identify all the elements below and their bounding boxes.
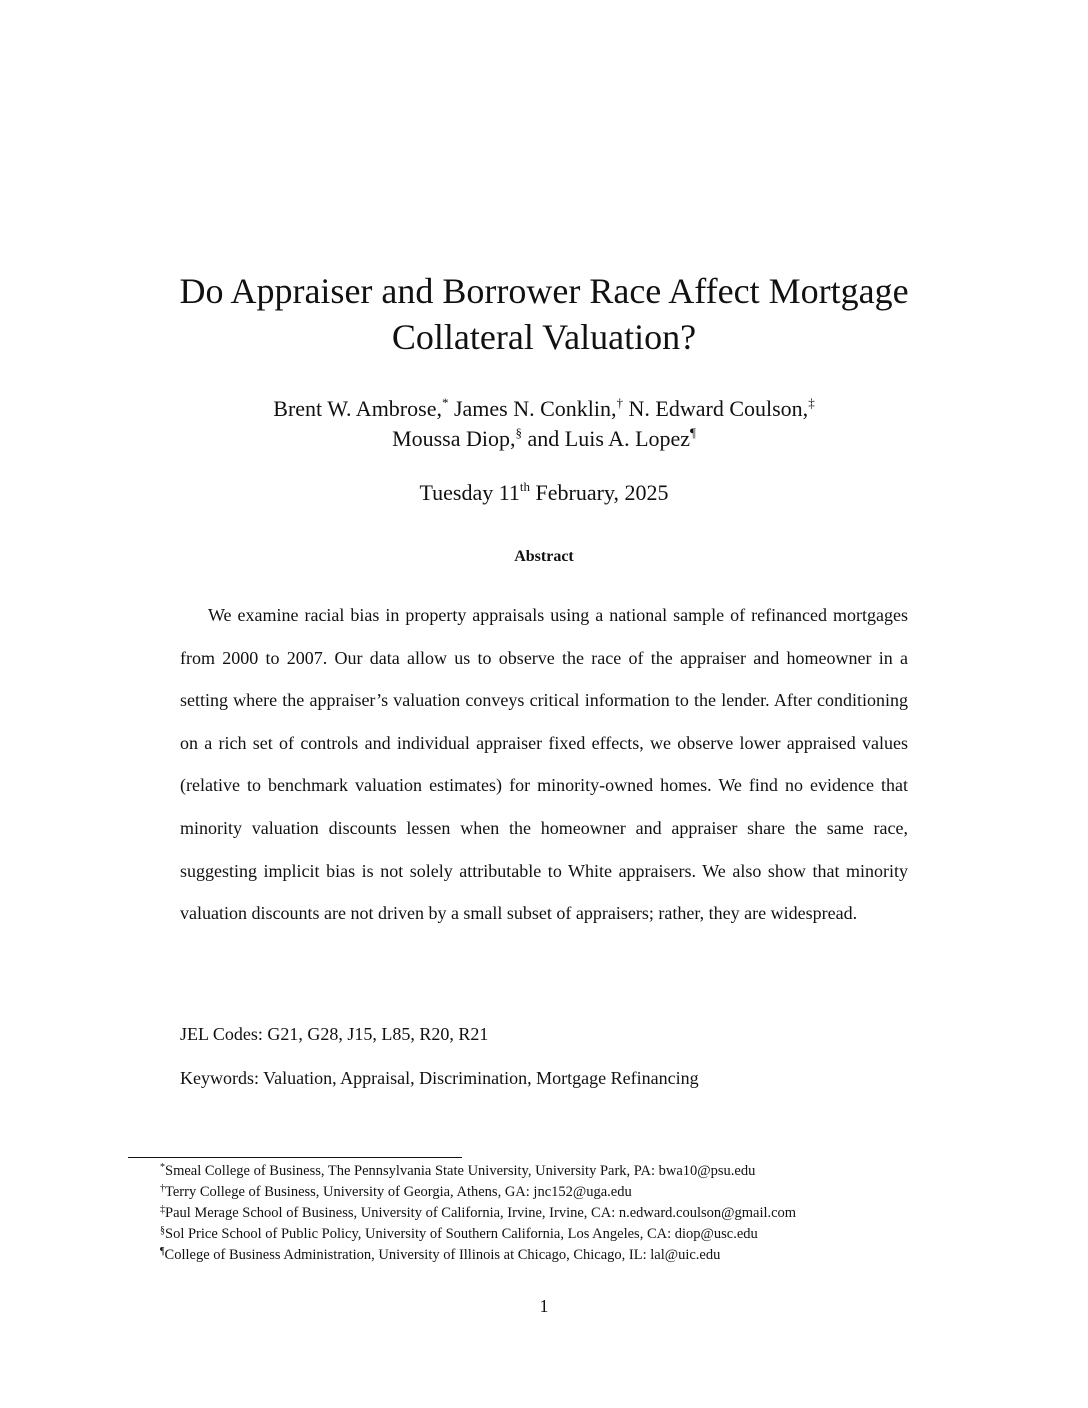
author-mark: † bbox=[616, 395, 624, 410]
footnote-text: Sol Price School of Public Policy, University of Southern California, Los Angeles, CA: diop@usc.edu bbox=[165, 1226, 758, 1242]
author-line-2 bbox=[0, 424, 1088, 454]
abstract-heading: Abstract bbox=[514, 548, 574, 565]
footnote bbox=[160, 1161, 796, 1182]
author-mark: ‡ bbox=[808, 395, 815, 410]
date-ordinal: th bbox=[519, 479, 531, 494]
footnotes bbox=[160, 1161, 796, 1266]
footnote bbox=[160, 1203, 796, 1224]
footnote-text: College of Business Administration, University of Illinois at Chicago, Chicago, IL: lal@uic.edu bbox=[164, 1247, 721, 1263]
jel-codes: JEL Codes: G21, G28, J15, L85, R20, R21 bbox=[180, 1024, 489, 1044]
author-line-1 bbox=[0, 394, 1088, 424]
paper-title bbox=[0, 268, 1088, 360]
author-name: Brent W. Ambrose, bbox=[273, 396, 442, 421]
date-prefix: Tuesday 11 bbox=[419, 480, 520, 505]
author-name: Moussa Diop, bbox=[392, 426, 516, 451]
keywords: Keywords: Valuation, Appraisal, Discrimination, Mortgage Refinancing bbox=[180, 1068, 699, 1088]
author-name: and Luis A. Lopez bbox=[527, 426, 691, 451]
footnote-mark: ‡ bbox=[160, 1204, 165, 1215]
page-number: 1 bbox=[539, 1296, 549, 1316]
author-mark: § bbox=[515, 425, 523, 440]
author-name: James N. Conklin, bbox=[453, 396, 617, 421]
footnote-text: Paul Merage School of Business, University of California, Irvine, Irvine, CA: n.edward.coulson@gmail.com bbox=[165, 1205, 797, 1221]
footnote-text: Terry College of Business, University of Georgia, Athens, GA: jnc152@uga.edu bbox=[165, 1184, 632, 1200]
date-suffix: February, 2025 bbox=[535, 480, 669, 505]
footnote-divider bbox=[128, 1157, 462, 1158]
title-line-2: Collateral Valuation? bbox=[391, 317, 697, 357]
author-mark: * bbox=[441, 395, 449, 410]
footnote-mark: † bbox=[160, 1183, 165, 1194]
author-list bbox=[0, 394, 1088, 454]
publication-date bbox=[0, 478, 1088, 508]
author-name: N. Edward Coulson, bbox=[628, 396, 809, 421]
abstract-text: We examine racial bias in property appraisals using a national sample of refinanced mortgages from 2000 to 2007. Our data allow us to observe the race of the appraiser and homeowner in a setting where the appraiser’s valuation conveys critical information to the lender. After conditioning on a rich set of controls and individual appraiser fixed effects, we observe lower appraised values (relative to benchmark valuation estimates) for minority-owned homes. We find no evidence that minority valuation discounts lessen when the homeowner and appraiser share the same race, suggesting implicit bias is not solely attributable to White appraisers. We also show that minority valuation discounts are not driven by a small subset of appraisers; rather, they are widespread. bbox=[180, 605, 908, 924]
footnote bbox=[160, 1224, 796, 1245]
author-mark: ¶ bbox=[690, 425, 696, 440]
footnote bbox=[160, 1245, 796, 1266]
footnote-mark: * bbox=[160, 1162, 165, 1173]
title-line-1: Do Appraiser and Borrower Race Affect Mortgage bbox=[179, 271, 909, 311]
footnote-mark: ¶ bbox=[160, 1246, 165, 1257]
footnote bbox=[160, 1182, 796, 1203]
footnote-text: Smeal College of Business, The Pennsylvania State University, University Park, PA: bwa10@psu.edu bbox=[165, 1163, 756, 1179]
footnote-mark: § bbox=[160, 1225, 165, 1236]
